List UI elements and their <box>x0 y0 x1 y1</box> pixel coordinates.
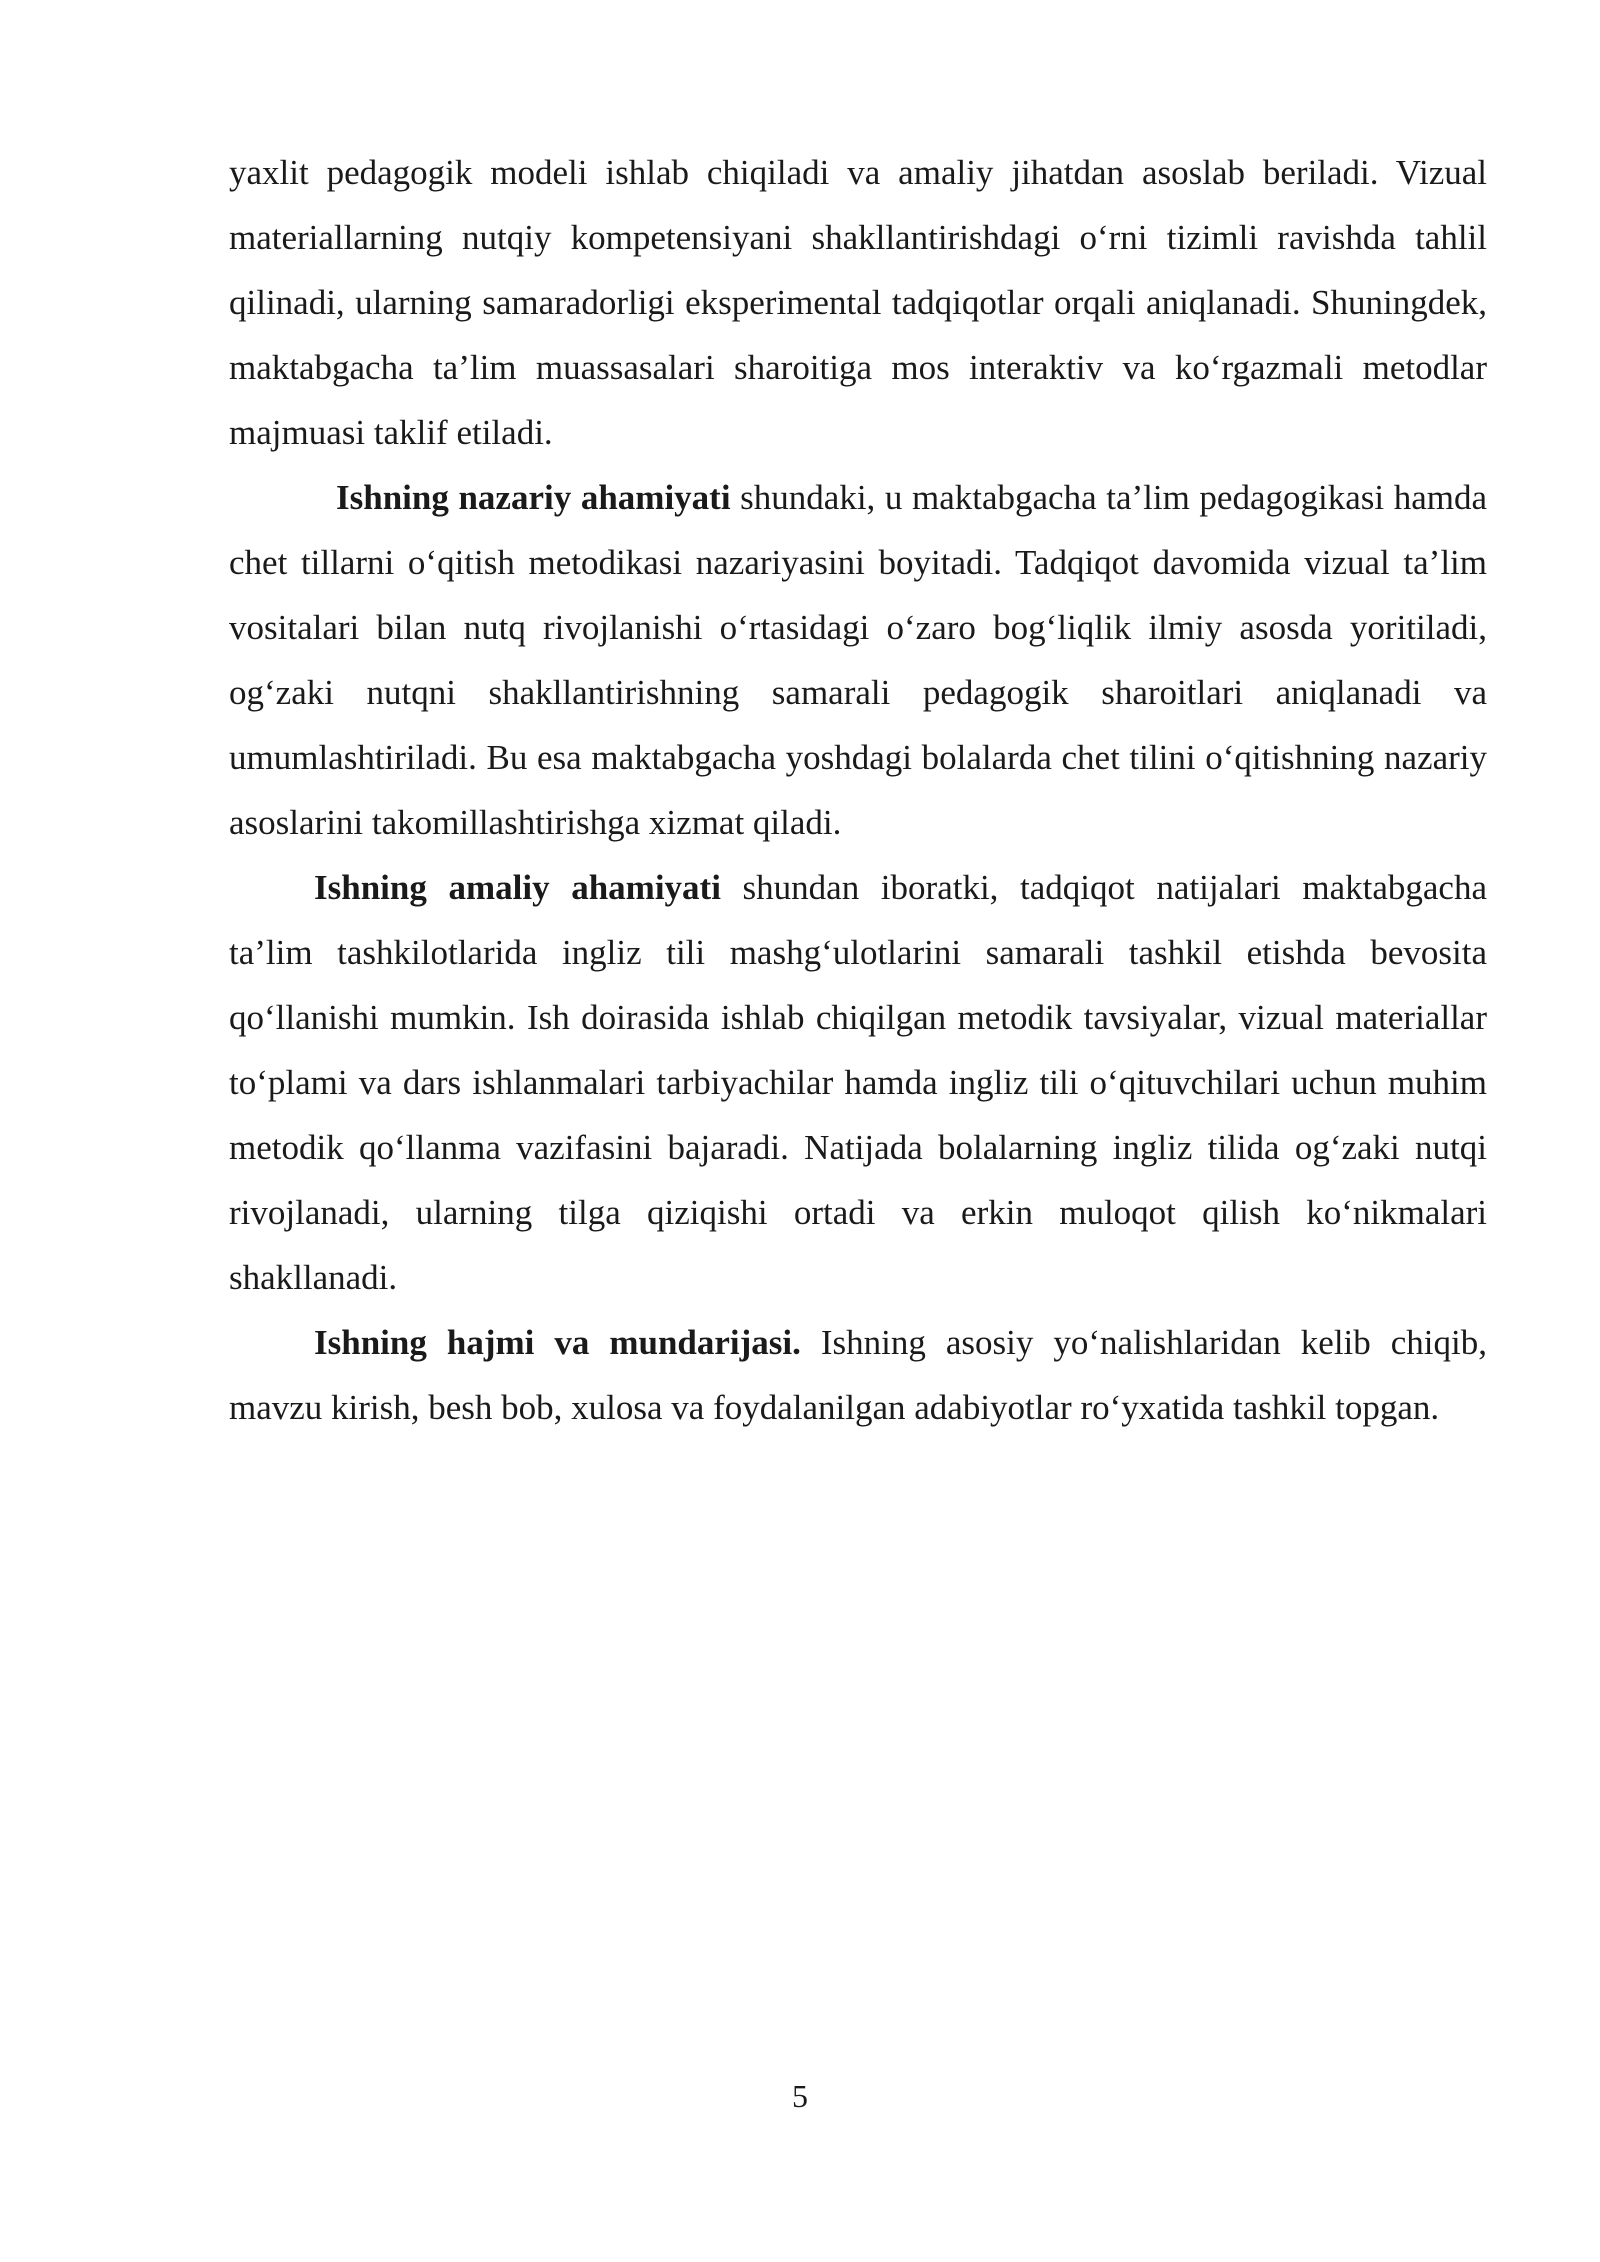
paragraph-text: shundan iboratki, tadqiqot natijalari maktabgacha ta’lim tashkilotlarida ingliz tili mashg‘ulotlarini samarali tashkil etishda bevosita qo‘llanishi mumkin. Ish doirasida ishlab chiqilgan metodik tavsiyalar, vizual materiallar to‘plami va dars ishlanmalari tarbiyachilar hamda ingliz tili o‘qituvchilari uchun muhim metodik qo‘llanma vazifasini bajaradi. Natijada bolalarning ingliz tilida og‘zaki nutqi rivojlanadi, ularning tilga qiziqishi ortadi va erkin muloqot qilish ko‘nikmalari shakllanadi. <box>229 868 1487 1297</box>
paragraph-practical-significance <box>229 855 1487 1310</box>
paragraph-intro-continuation <box>229 140 1487 465</box>
body-text <box>229 140 1487 1440</box>
paragraph-theoretical-significance <box>229 465 1487 855</box>
paragraph-text: Ishning asosiy yo‘nalishlaridan kelib chiqib, mavzu kirish, besh bob, xulosa va foydalanilgan adabiyotlar ro‘yxatida tashkil topgan. <box>229 1323 1488 1427</box>
paragraph-text: yaxlit pedagogik modeli ishlab chiqiladi va amaliy jihatdan asoslab beriladi. Vizual materiallarning nutqiy kompetensiyani shakllantirishdagi o‘rni tizimli ravishda tahlil qilinadi, ularning samaradorligi eksperimental tadqiqotlar orqali aniqlanadi. Shuningdek, maktabgacha ta’lim muassasalari sharoitiga mos interaktiv va ko‘rgazmali metodlar majmuasi taklif etiladi. <box>229 153 1487 452</box>
paragraph-heading: Ishning nazariy ahamiyati <box>336 478 731 517</box>
paragraph-text: shundaki, u maktabgacha ta’lim pedagogikasi hamda chet tillarni o‘qitish metodikasi nazariyasini boyitadi. Tadqiqot davomida vizual ta’lim vositalari bilan nutq rivojlanishi o‘rtasidagi o‘zaro bog‘liqlik ilmiy asosda yoritiladi, og‘zaki nutqni shakllantirishning samarali pedagogik sharoitlari aniqlanadi va umumlashtiriladi. Bu esa maktabgacha yoshdagi bolalarda chet tilini o‘qitishning nazariy asoslarini takomillashtirishga xizmat qiladi. <box>229 478 1487 842</box>
paragraph-heading: Ishning hajmi va mundarijasi. <box>314 1323 801 1362</box>
paragraph-heading: Ishning amaliy ahamiyati <box>314 868 721 907</box>
page-number: 5 <box>792 2078 808 2114</box>
paragraph-scope-and-contents <box>229 1310 1487 1440</box>
